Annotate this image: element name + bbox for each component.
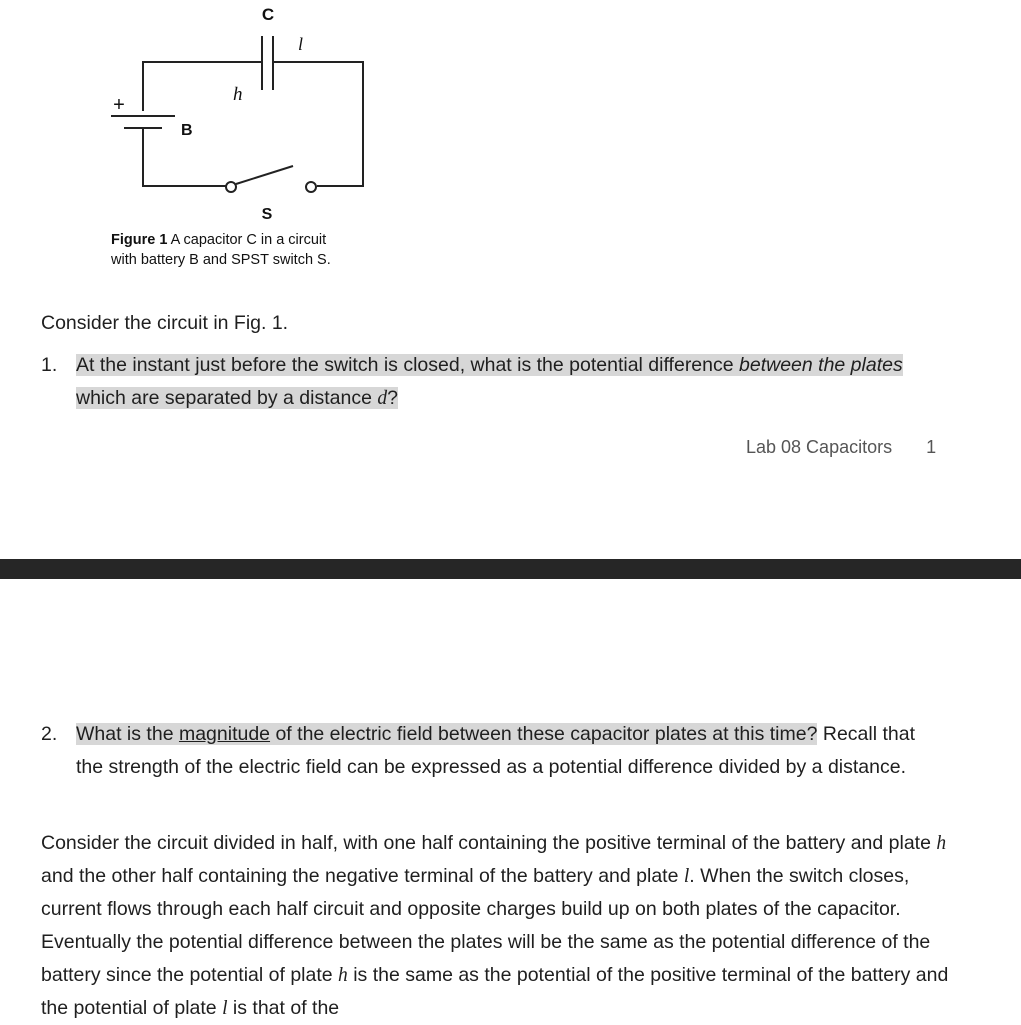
- switch-terminal-left: [226, 182, 236, 192]
- question-2-rest: Recall that the strength of the electric field can be expressed as a potential difference divided by a distance.: [76, 723, 915, 778]
- question-1-number: 1.: [41, 354, 58, 376]
- page-break-divider: [0, 559, 1021, 579]
- battery-plus-sign: +: [113, 94, 125, 116]
- intro-paragraph: Consider the circuit in Fig. 1.: [41, 312, 289, 334]
- wire-top-left: [143, 62, 262, 111]
- explanation-paragraph: Consider the circuit divided in half, with one half containing the positive terminal of the battery and plate h and the other half containing the negative terminal of the battery and plate l. When the switch closes, current flows through each half circuit and opposite charges build up on both plates of the capacitor. Eventually the potential difference between the plates will be the same as the potential difference of the battery since the potential of plate h is the same as the potential of the positive terminal of the battery and the potential of plate l is that of the: [41, 832, 949, 1019]
- switch-label: S: [261, 206, 273, 223]
- figure-caption: [111, 230, 371, 270]
- page-footer: [746, 437, 936, 458]
- question-2-text: What is the magnitude of the electric field between these capacitor plates at this time? Recall that the strength of the electric field can be expressed as a potential difference divided by a distance.: [76, 723, 915, 778]
- battery-label: B: [181, 122, 193, 139]
- caption-line2: with battery B and SPST switch S.: [111, 252, 331, 268]
- switch-lever: [236, 166, 293, 184]
- switch-terminal-right: [306, 182, 316, 192]
- footer-title: Lab 08 Capacitors: [746, 437, 893, 457]
- plate-l-label: l: [298, 34, 304, 54]
- circuit-diagram: [0, 0, 420, 230]
- caption-line1: A capacitor C in a circuit: [167, 232, 327, 248]
- question-1-text: At the instant just before the switch is closed, what is the potential difference between the plates which are separated by a distance d?: [76, 354, 903, 409]
- capacitor-label: C: [261, 5, 275, 24]
- footer-page-number: 1: [926, 437, 937, 457]
- plate-h-label: h: [233, 84, 243, 105]
- question-2-number: 2.: [41, 723, 58, 745]
- caption-bold: Figure 1: [111, 232, 168, 248]
